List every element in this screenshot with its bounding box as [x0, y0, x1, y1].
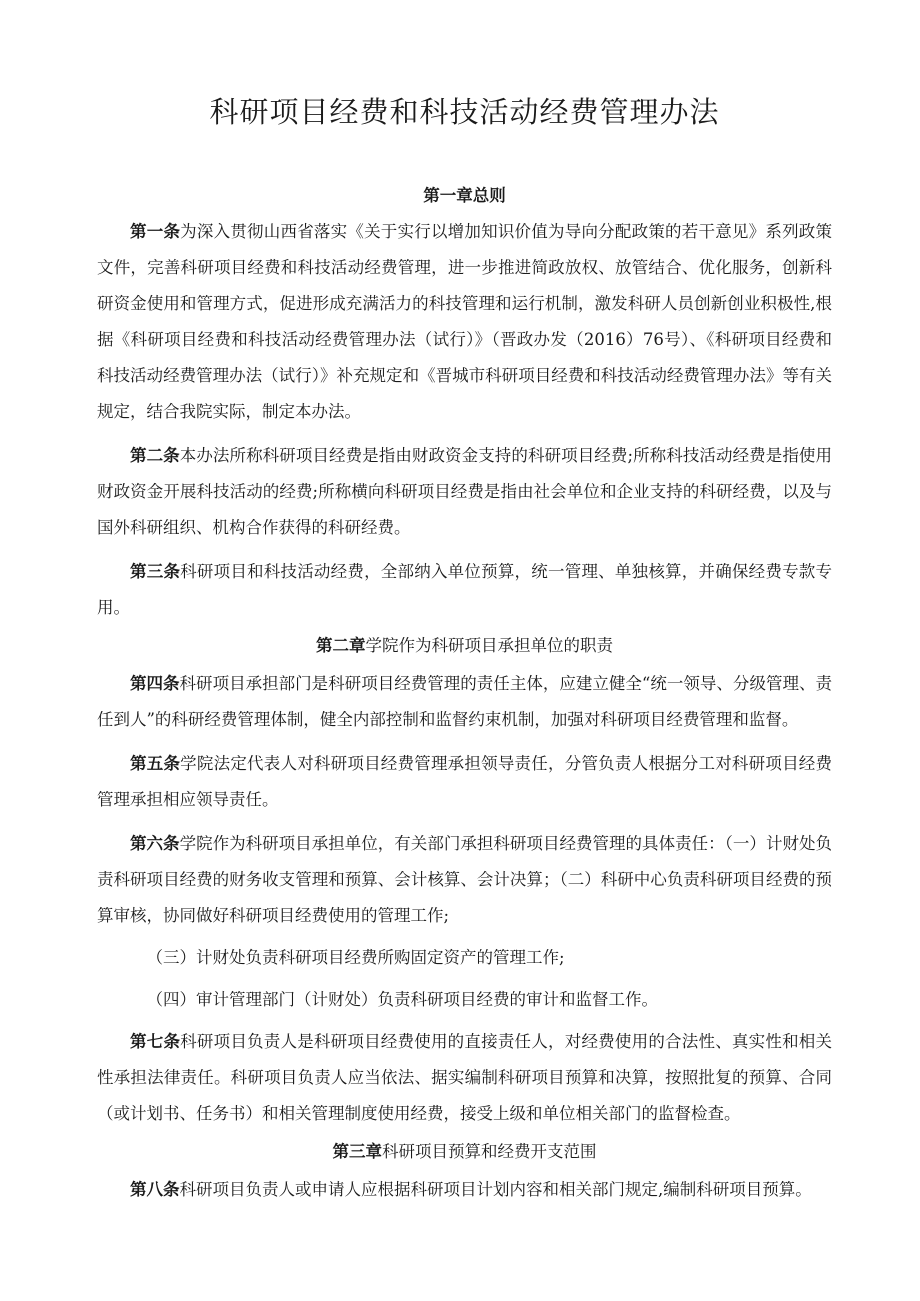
article-4-label: 第四条 — [130, 674, 180, 693]
article-6-item-4: （四）审计管理部门（计财处）负责科研项目经费的审计和监督工作。 — [146, 990, 658, 1009]
chapter-2-label: 第二章 — [316, 636, 366, 655]
article-2-label: 第二条 — [130, 446, 180, 465]
article-8 — [97, 1172, 832, 1208]
article-3-label: 第三条 — [130, 562, 181, 581]
article-1-label: 第一条 — [130, 222, 181, 241]
article-5-text: 学院法定代表人对科研项目经费管理承担领导责任，分管负责人根据分工对科研项目经费管理承担相应领导责任。 — [97, 754, 833, 809]
article-2 — [97, 438, 832, 546]
article-3 — [97, 554, 832, 626]
article-3-text: 科研项目和科技活动经费，全部纳入单位预算，统一管理、单独核算，并确保经费专款专用。 — [97, 562, 833, 617]
article-4-text: 科研项目承担部门是科研项目经费管理的责任主体，应建立健全“统一领导、分级管理、责任到人”的科研经费管理体制，健全内部控制和监督约束机制，加强对科研项目经费管理和监督。 — [97, 674, 833, 729]
chapter-3-heading — [97, 1140, 832, 1164]
article-5 — [97, 746, 832, 818]
article-7-label: 第七条 — [130, 1032, 181, 1051]
chapter-3-label: 第三章 — [332, 1142, 382, 1161]
article-6-item-3: （三）计财处负责科研项目经费所购固定资产的管理工作; — [146, 948, 565, 967]
chapter-2-heading — [97, 634, 832, 658]
article-8-text: 科研项目负责人或申请人应根据科研项目计划内容和相关部门规定,编制科研项目预算。 — [179, 1180, 812, 1199]
article-6 — [97, 826, 832, 934]
article-6-label: 第六条 — [130, 834, 180, 853]
document-title: 科研项目经费和科技活动经费管理办法 — [209, 95, 720, 129]
article-6-text: 学院作为科研项目承担单位，有关部门承担科研项目经费管理的具体责任：（一）计财处负责科研项目经费的财务收支管理和预算、会计核算、会计决算；（二）科研中心负责科研项目经费的预算审核，协同做好科研项目经费使用的管理工作; — [97, 834, 833, 925]
chapter-3-title: 科研项目预算和经费开支范围 — [382, 1142, 597, 1161]
article-5-label: 第五条 — [130, 754, 181, 773]
article-2-text: 本办法所称科研项目经费是指由财政资金支持的科研项目经费;所称科技活动经费是指使用财政资金开展科技活动的经费;所称横向科研项目经费是指由社会单位和企业支持的科研经费，以及与国外科研组织、机构合作获得的科研经费。 — [97, 446, 833, 537]
article-1 — [97, 214, 832, 430]
article-8-label: 第八条 — [130, 1180, 180, 1199]
article-1-text: 为深入贯彻山西省落实《关于实行以增加知识价值为导向分配政策的若干意见》系列政策文件，完善科研项目经费和科技活动经费管理，进一步推进简政放权、放管结合、优化服务，创新科研资金使用和管理方式，促进形成充满活力的科技管理和运行机制，激发科研人员创新创业积极性,根据《科研项目经费和科技活动经费管理办法（试行）》（晋政办发（2016）76号）、《科研项目经费和科技活动经费管理办法（试行）》补充规定和《晋城市科研项目经费和科技活动经费管理办法》等有关规定，结合我院实际，制定本办法。 — [97, 222, 833, 421]
chapter-1-heading: 第一章总则 — [423, 186, 506, 205]
chapter-2-title: 学院作为科研项目承担单位的职责 — [365, 636, 613, 655]
article-4 — [97, 666, 832, 738]
article-7 — [97, 1024, 832, 1132]
article-7-text: 科研项目负责人是科研项目经费使用的直接责任人，对经费使用的合法性、真实性和相关性承担法律责任。科研项目负责人应当依法、据实编制科研项目预算和决算，按照批复的预算、合同（或计划书、任务书）和相关管理制度使用经费，接受上级和单位相关部门的监督检查。 — [97, 1032, 833, 1123]
